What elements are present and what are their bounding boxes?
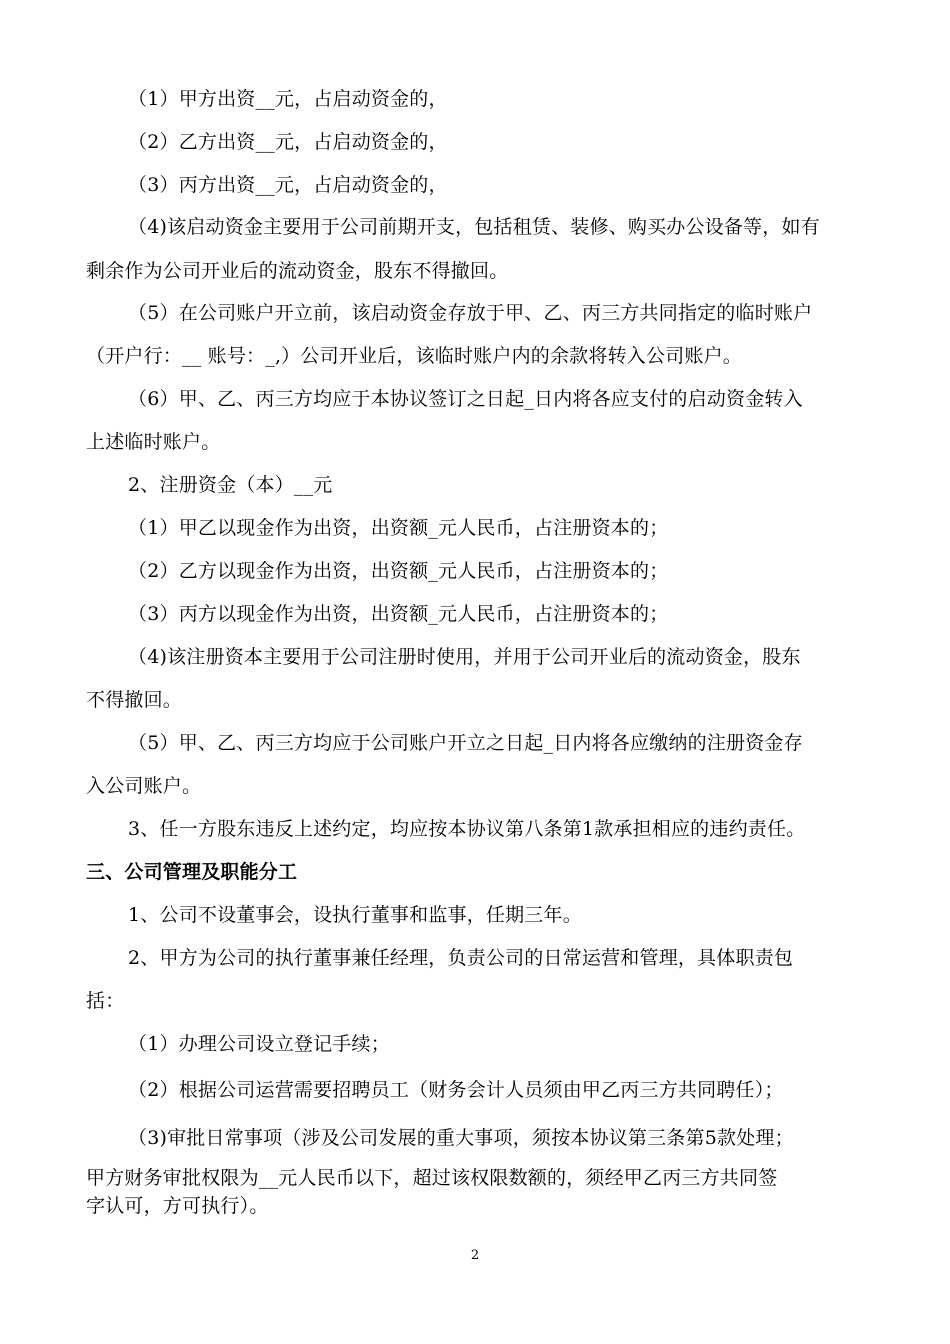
text-line: （5）在公司账户开立前，该启动资金存放于甲、乙、丙三方共同指定的临时账户 — [128, 302, 813, 324]
text-line: 字认可，方可执行）。 — [86, 1195, 269, 1217]
text-line: （5）甲、乙、丙三方均应于公司账户开立之日起_日内将各应缴纳的注册资金存 — [128, 732, 803, 754]
text-line: 3、任一方股东违反上述约定，均应按本协议第八条第1款承担相应的违约责任。 — [128, 818, 806, 840]
text-line: 1、公司不设董事会，设执行董事和监事，任期三年。 — [128, 904, 582, 926]
text-line: 上述临时账户。 — [86, 431, 221, 453]
text-line: 剩余作为公司开业后的流动资金，股东不得撤回。 — [86, 260, 509, 282]
text-line: 不得撤回。 — [86, 689, 183, 711]
text-line: （3)审批日常事项（涉及公司发展的重大事项，须按本协议第三条第5款处理； — [128, 1127, 794, 1149]
text-line: （2）乙方出资__元，占启动资金的， — [128, 131, 448, 153]
text-line: （2）根据公司运营需要招聘员工（财务会计人员须由甲乙丙三方共同聘任）； — [128, 1079, 784, 1101]
text-line: （3）丙方以现金作为出资，出资额_元人民币，占注册资本的； — [128, 603, 669, 625]
text-line: 入公司账户。 — [86, 775, 202, 797]
text-line: 2、甲方为公司的执行董事兼任经理，负责公司的日常运营和管理，具体职责包 — [128, 947, 794, 969]
text-line: 括： — [86, 990, 125, 1012]
text-line: （4)该注册资本主要用于公司注册时使用，并用于公司开业后的流动资金，股东 — [128, 646, 801, 668]
text-line: 2、注册资金（本）__元 — [128, 474, 333, 496]
text-line: （1）甲方出资__元，占启动资金的， — [128, 88, 448, 110]
text-line: （2）乙方以现金作为出资，出资额_元人民币，占注册资本的； — [128, 560, 669, 582]
section-heading: 三、公司管理及职能分工 — [86, 861, 298, 883]
page-number: 2 — [470, 1248, 480, 1263]
text-line: 甲方财务审批权限为__元人民币以下，超过该权限数额的，须经甲乙丙三方共同签 — [86, 1167, 778, 1189]
text-line: （4)该启动资金主要用于公司前期开支，包括租赁、装修、购买办公设备等，如有 — [128, 216, 820, 238]
text-line: （1）甲乙以现金作为出资，出资额_元人民币，占注册资本的； — [128, 517, 669, 539]
text-line: （3）丙方出资__元，占启动资金的， — [128, 174, 448, 196]
text-line: （1）办理公司设立登记手续； — [128, 1033, 390, 1055]
text-line: （6）甲、乙、丙三方均应于本协议签订之日起_日内将各应支付的启动资金转入 — [128, 388, 803, 410]
text-line: （开户行：__ 账号：_,）公司开业后，该临时账户内的余款将转入公司账户。 — [86, 345, 742, 367]
